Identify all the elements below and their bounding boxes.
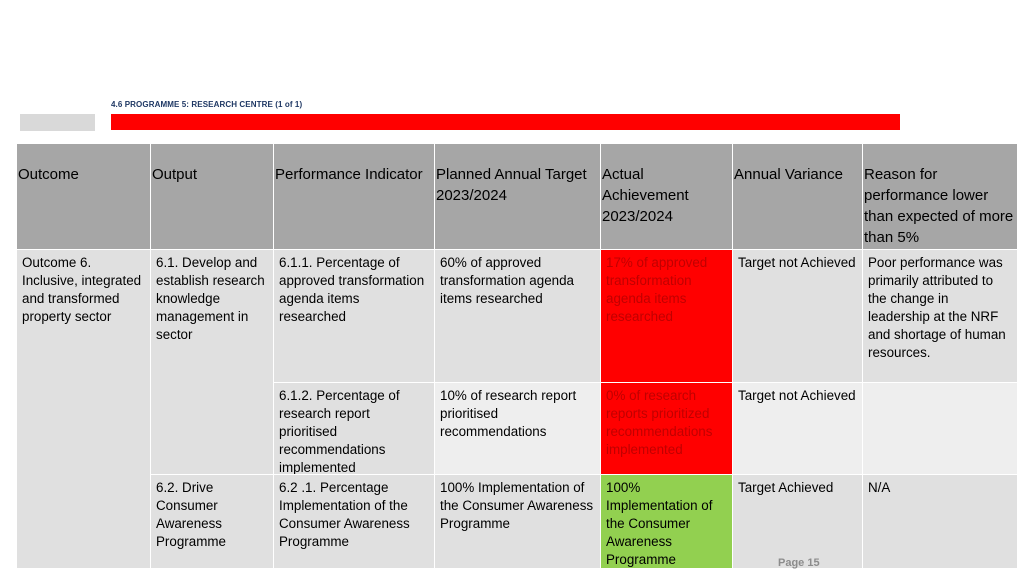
title-red-bar — [111, 114, 900, 130]
target-6-2-1: 100% Implementation of the Consumer Awareness Programme — [435, 475, 600, 568]
variance-6-1-2: Target not Achieved — [733, 383, 862, 474]
header-output: Output — [151, 144, 273, 249]
header-planned-target: Planned Annual Target 2023/2024 — [435, 144, 600, 249]
section-title: 4.6 PROGRAMME 5: RESEARCH CENTRE (1 of 1) — [111, 100, 303, 109]
output-cell-6-2: 6.2. Drive Consumer Awareness Programme — [151, 475, 273, 568]
reason-6-1-2 — [863, 383, 1017, 474]
reason-6-1-1: Poor performance was primarily attributed to the change in leadership at the NRF and shortage of human resources. — [863, 250, 1017, 382]
page-number: Page 15 — [778, 557, 820, 569]
indicator-6-1-2: 6.1.2. Percentage of research report prioritised recommendations implemented — [274, 383, 434, 474]
header-performance-indicator: Performance Indicator — [274, 144, 434, 249]
header-actual-achievement: Actual Achievement 2023/2024 — [601, 144, 732, 249]
decorative-grey-box — [20, 114, 95, 131]
indicator-6-2-1: 6.2 .1. Percentage Implementation of the Consumer Awareness Programme — [274, 475, 434, 568]
header-annual-variance: Annual Variance — [733, 144, 862, 249]
outcome-cell: Outcome 6. Inclusive, integrated and transformed property sector — [17, 250, 150, 568]
reason-6-2-1: N/A — [863, 475, 1017, 568]
variance-6-2-1: Target Achieved — [733, 475, 862, 568]
performance-table — [17, 144, 1014, 567]
header-outcome: Outcome — [17, 144, 150, 249]
actual-6-1-1: 17% of approved transformation agenda items researched — [601, 250, 732, 382]
indicator-6-1-1: 6.1.1. Percentage of approved transformation agenda items researched — [274, 250, 434, 382]
output-cell-6-1: 6.1. Develop and establish research knowledge management in sector — [151, 250, 273, 474]
target-6-1-1: 60% of approved transformation agenda items researched — [435, 250, 600, 382]
variance-6-1-1: Target not Achieved — [733, 250, 862, 382]
target-6-1-2: 10% of research report prioritised recommendations — [435, 383, 600, 474]
actual-6-2-1: 100% Implementation of the Consumer Awareness Programme — [601, 475, 732, 568]
actual-6-1-2: 0% of research reports prioritized recommendations implemented — [601, 383, 732, 474]
header-reason: Reason for performance lower than expected of more than 5% — [863, 144, 1017, 249]
